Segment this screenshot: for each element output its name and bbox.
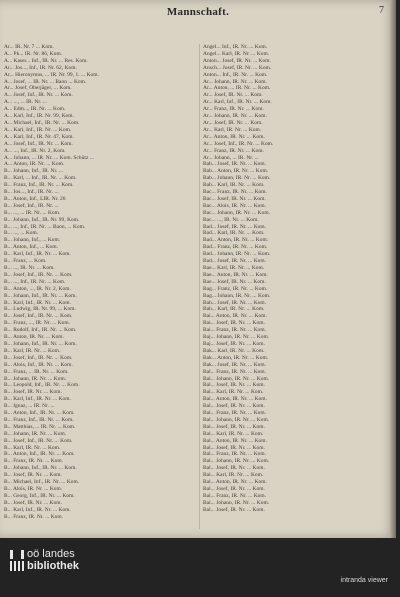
roster-entry: Bal... Josef, IR. Nr. ... Kom.	[203, 444, 265, 451]
roster-entry: Bal... Karl, IR. Nr. ... Kom.	[203, 389, 264, 396]
roster-entry: B... ..., Inf., IR. Nr. ... Baon, ... Kom.	[4, 223, 86, 230]
roster-entry: Bah... Karl, IR. Nr. ... Kom.	[203, 306, 265, 313]
roster-entry: Ar... Franz, IR. Nr. ... Kom.	[203, 147, 264, 154]
roster-entry: B... Anton, IR. Nr. ... Kom.	[4, 334, 64, 341]
roster-entry: B... ..., ... IR. Nr. ... Kom.	[4, 209, 61, 216]
roster-entry: Bae... Karl, IR. Nr. ... Kom.	[203, 265, 265, 271]
roster-entry: B... Franz, IR. Nr. ... Kom.	[4, 513, 64, 520]
roster-entry: B... Rudolf, Inf., IR. Nr. ... Kom.	[4, 327, 77, 334]
roster-entry: A... Karl, Inf., IR. Nr. ... Kom.	[4, 126, 72, 133]
roster-entry: B... Karl, Inf., IR. Nr. ... Kom.	[4, 506, 71, 513]
roster-entry: Ar... Josef, Inf., IR. Nr. ... Kom.	[203, 140, 274, 147]
roster-entry: B... ..., ... Kom.	[4, 230, 39, 237]
roster-entry: Bac... Josef, IR. Nr. ... Kom.	[203, 195, 266, 202]
roster-entry: Bak... Karl, IR. Nr. ... Kom.	[203, 347, 265, 354]
roster-entry: B... Johann, Inf., IR. Nr. 99, Kom.	[4, 216, 80, 223]
roster-entry: Ar... Johann, IR. Nr. ... Kom.	[203, 113, 267, 120]
roster-entry: B... Georg, Inf., IR. Nr. ... Kom.	[4, 492, 75, 499]
roster-entry: A... Josef, ... IR. Nr. ... Baon ... Kom.	[4, 78, 87, 85]
roster-entry: Anton... Josef, IR. Nr. ... Kom.	[203, 57, 271, 64]
roster-entry: Ar... Josef, IR. Nr. ... Kom.	[203, 119, 263, 126]
roster-entry: Bac... Alois, IR. Nr. ... Kom.	[203, 202, 267, 209]
roster-entry: Bad... Anton, IR. Nr. ... Kom.	[203, 237, 269, 244]
roster-entry: B... Josef, Inf., IR. Nr. ... Kom.	[4, 271, 73, 278]
column-divider	[199, 44, 200, 529]
roster-entry: Ar... Karl, IR. Nr. ... Kom.	[203, 126, 262, 133]
roster-entry: A... Kaser... Inf., IR. Nr. ... Res. Kom.	[4, 57, 88, 64]
roster-entry: Bal... Franz, IR. Nr. ... Kom.	[203, 451, 267, 458]
roster-entry: B... Alois, Inf., IR. Nr. ... Kom.	[4, 361, 73, 368]
roster-entry: Bad... Johann, IR. Nr. ... Kom.	[203, 251, 271, 258]
roster-entry: Bab... Josef, IR. Nr. ... Kom.	[203, 161, 267, 168]
roster-entry: Bac... Johann, IR. Nr. ... Kom.	[203, 209, 270, 216]
roster-entry: Ar... IR. Nr. 7 ... Kom.	[4, 44, 54, 50]
page-title: Mannschaft.	[166, 6, 230, 18]
roster-entry: Bah... Josef, IR. Nr. ... Kom.	[203, 299, 267, 306]
roster-entry: B... Anton, Inf., LIR. Nr. 26	[4, 195, 66, 202]
roster-entry: Ar... Franz, IR. Nr. ... Kom.	[203, 106, 264, 113]
roster-entry: B... Anton, ..., IR. Nr. 2, Kom.	[4, 285, 71, 292]
roster-entry: B... Franz, Inf., IR. Nr. ... Kom.	[4, 182, 74, 189]
logo-line-1	[10, 548, 79, 560]
roster-entry: B... Josef, Inf., IR. Nr. ...	[4, 202, 59, 209]
roster-entry: B... Franz, ... IR. Nr. ... Kom.	[4, 368, 69, 375]
roster-entry: A... Anton, IR. Nr. ... Kom.	[4, 161, 65, 168]
roster-entry: Bal... Franz, IR. Nr. ... Kom.	[203, 492, 267, 499]
roster-entry: B... Johann, Inf., IR. Nr. ... Kom.	[4, 465, 77, 472]
roster-entry: B... Anton, Inf., ... Kom.	[4, 244, 59, 251]
roster-entry: B... Alois, IR. Nr. ... Kom.	[4, 486, 63, 492]
roster-entry: Bal... Johann, IR. Nr. ... Kom.	[203, 458, 270, 465]
roster-entry: A... ..., ... IR. Nr. ...	[4, 99, 47, 106]
roster-entry: B... Karl, Inf., IR. Nr. ... Kom.	[4, 396, 71, 403]
roster-entry: Bag... Johann, IR. Nr. ... Kom.	[203, 292, 271, 299]
roster-entry: Bad... Karl, IR. Nr. ... Kom.	[203, 230, 265, 237]
roster-entry: Bab... Karl, IR. Nr. ... Kom.	[203, 182, 265, 189]
roster-entry: B... Franz, ... Kom.	[4, 258, 47, 265]
roster-entry: Bai... Josef, IR. Nr. ... Kom.	[203, 320, 265, 327]
roster-entry: Bal... Josef, IR. Nr. ... Kom.	[203, 506, 265, 513]
roster-entry: B... Karl, ... Inf., IR. Nr. ... Kom.	[4, 175, 77, 182]
roster-entry: Ar... Josef, IR. Nr. ... Kom.	[203, 92, 263, 99]
roster-entry: Bal... Franz, IR. Nr. ... Kom.	[203, 410, 267, 417]
roster-entry: Angel... Inf., IR. Nr. ... Kom.	[203, 44, 268, 50]
roster-entry: Bab... Anton, IR. Nr. ... Kom.	[203, 168, 269, 175]
roster-entry: Bal... Johann, IR. Nr. ... Kom.	[203, 375, 270, 382]
roster-entry: B... ..., IR. Nr. ... Kom.	[4, 265, 55, 271]
roster-entry: Ar... Johann, ... IR. Nr. ...	[203, 154, 259, 161]
roster-entry: Bal... Josef, IR. Nr. ... Kom.	[203, 486, 265, 492]
roster-entry: B... Johann, Inf., ... Kom.	[4, 237, 61, 244]
roster-entry: Ar... Anton, IR. Nr. ... Kom.	[203, 133, 265, 140]
page-number: 7	[379, 5, 384, 16]
roster-entry: Bae... Josef, IR. Nr. ... Kom.	[203, 278, 266, 285]
roster-entry: B... Karl, IR. Nr. ... Kom.	[4, 444, 61, 451]
roster-entry: B... Johann, IR. Nr. ... Kom.	[4, 430, 67, 437]
roster-entry: Ar... Josef, Oberjäger, ... Kom.	[4, 85, 72, 92]
library-logo[interactable]	[10, 548, 79, 572]
roster-entry: Bal... Johann, IR. Nr. ... Kom.	[203, 416, 270, 423]
roster-entry: A... Josef, Inf., IR. Nr. ... Kom.	[4, 92, 73, 99]
roster-entry: B... Leopold, Inf., IR. Nr. ... Kom.	[4, 382, 80, 389]
logo-line-2	[10, 560, 79, 572]
roster-entry: B... Michael, Inf., IR. Nr. ... Kom.	[4, 479, 80, 486]
roster-entry: A... Edm..., IR. Nr. ... Kom.	[4, 106, 66, 113]
roster-entry: B... Johann, Inf., IR. Nr. ...	[4, 168, 63, 175]
roster-entry: A... Josef, Inf., IR. Nr. ... Kom.	[4, 140, 73, 147]
page-gutter	[390, 0, 396, 538]
roster-entry: Bak... Anton, IR. Nr. ... Kom.	[203, 354, 269, 361]
roster-entry: Bal... Josef, IR. Nr. ... Kom.	[203, 465, 265, 472]
roster-entry: Ar... Hieronymus, ... IR. Nr. 99, 1. ... Kom.	[4, 71, 99, 78]
roster-entry: Bal... Josef, IR. Nr. ... Kom.	[203, 382, 265, 389]
roster-entry: B... Matthias, ... IR. Nr. ... Kom.	[4, 423, 76, 430]
roster-entry: Bab... Johann, IR. Nr. ... Kom.	[203, 175, 271, 182]
logo-text-2: bibliothek	[27, 560, 79, 572]
roster-entry: B... Johann, Inf., IR. Nr. ... Kom.	[4, 340, 77, 347]
roster-entry: Bal... Josef, IR. Nr. ... Kom.	[203, 423, 265, 430]
roster-entry: B... Franz, IR. Nr. ... Kom.	[4, 458, 64, 465]
roster-entry: B... Johann, Inf., IR. Nr. ... Kom.	[4, 292, 77, 299]
roster-entry: Bad... Josef, IR. Nr. ... Kom.	[203, 223, 267, 230]
roster-entry: Bac... ..., IR. Nr. ... Kom.	[203, 216, 259, 223]
roster-entry: B... Josef, Inf., IR. Nr. ... Kom.	[4, 354, 73, 361]
roster-entry: Bac... Franz, IR. Nr. ... Kom.	[203, 189, 267, 196]
roster-entry: B... Anton, Inf., IR. Nr. ... Kom.	[4, 451, 75, 458]
roster-entry: Bai... Franz, IR. Nr. ... Kom.	[203, 327, 267, 334]
logo-bars-icon	[10, 561, 24, 571]
roster-entry: A... Pk... IR. Nr. 86, Kom.	[4, 50, 63, 57]
roster-entry: A... Karl, Inf., IR. Nr. 99, Kom.	[4, 113, 74, 120]
roster-entry: Bal... Franz, IR. Nr. ... Kom.	[203, 368, 267, 375]
right-column	[203, 44, 385, 529]
left-column	[4, 44, 186, 529]
roster-entry: Bal... Josef, IR. Nr. ... Kom.	[203, 403, 265, 410]
roster-entry: B... Johann, IR. Nr. ... Kom.	[4, 375, 67, 382]
roster-entry: A... Johann, ... IR. Nr. ... Kom. Schütz ...	[4, 154, 94, 161]
roster-entry: B... Josef, IR. Nr. ... Kom.	[4, 389, 62, 396]
logo-mark-icon	[10, 550, 24, 559]
roster-entry: B... Franz, Inf., IR. Nr. ... Kom.	[4, 416, 74, 423]
roster-entry: Bad... Franz, IR. Nr. ... Kom.	[203, 244, 268, 251]
roster-entry: B... Karl, IR. Nr. ... Kom.	[4, 347, 61, 354]
roster-entry: Bal... Karl, IR. Nr. ... Kom.	[203, 430, 264, 437]
roster-entry: B... Anton, Inf., IR. Nr. ... Kom.	[4, 410, 75, 417]
roster-entry: Ar... Johann, IR. Nr. ... Kom.	[203, 78, 267, 85]
roster-entry: Bal... Anton, IR. Nr. ... Kom.	[203, 479, 267, 486]
roster-entry: Bae... Anton, IR. Nr. ... Kom.	[203, 271, 268, 278]
roster-entry: Bak... Josef, IR. Nr. ... Kom.	[203, 361, 267, 368]
logo-text-1: oö landes	[27, 548, 75, 560]
roster-entry: Anton... Inf., IR. Nr. ... Kom.	[203, 71, 268, 78]
roster-entry: B... Josef, Inf., IR. Nr. ... Kom.	[4, 313, 73, 320]
roster-entry: Bal... Anton, IR. Nr. ... Kom.	[203, 396, 267, 403]
roster-entry: B... Jos..., Inf., IR. Nr. ...	[4, 189, 59, 196]
roster-entry: Baj... Johann, IR. Nr. ... Kom.	[203, 334, 270, 341]
roster-entry: Angel... Karl, IR. Nr. ... Kom.	[203, 50, 270, 57]
roster-entry: A... ..., Inf., IR. Nr. 2, Kom.	[4, 147, 66, 154]
roster-entry: B... Josef, IR. Nr. ... Kom.	[4, 472, 62, 479]
roster-entry: B... Ludwig, IR. Nr. 99, ... Kom.	[4, 306, 76, 313]
roster-entry: A... Michael, Inf., IR. Nr. ... Kom.	[4, 119, 80, 126]
roster-entry: Bag... Franz, IR. Nr. ... Kom.	[203, 285, 268, 292]
roster-entry: B... ..., Inf., IR. Nr. ... Kom.	[4, 278, 66, 285]
roster-entry: Bad... Josef, IR. Nr. ... Kom.	[203, 258, 267, 265]
roster-entry: Bal... Anton, IR. Nr. ... Kom.	[203, 437, 267, 444]
roster-entry: A... Karl, Inf., IR. Nr. 47, Kom.	[4, 133, 74, 140]
viewer-brand-label: intranda viewer	[340, 577, 388, 584]
roster-entry: B... Josef, IR. Nr. ... Kom.	[4, 499, 62, 506]
roster-entry: Bal... Karl, IR. Nr. ... Kom.	[203, 472, 264, 479]
roster-entry: Ar... Karl, Inf., IR. Nr. ... Kom.	[203, 99, 272, 106]
roster-entry: Bal... Johann, IR. Nr. ... Kom.	[203, 499, 270, 506]
roster-entry: Ansch... Josef, IR. Nr. ... Kom.	[203, 64, 272, 71]
roster-entry: B... Ignaz, ... IR. Nr. ...	[4, 403, 55, 410]
roster-entry: B... Karl, Inf., IR. Nr. ... Kom.	[4, 299, 71, 306]
roster-entry: B... Josef, Inf., IR. Nr. ... Kom.	[4, 437, 73, 444]
roster-entry: Bai... Anton, IR. Nr. ... Kom.	[203, 313, 267, 320]
roster-entry: Ar... Jos..., Inf., IR. Nr. 62, Kom.	[4, 64, 77, 71]
roster-entry: Baj... Josef, IR. Nr. ... Kom.	[203, 340, 265, 347]
roster-entry: B... Franz, ..., IR. Nr. ... Kom.	[4, 320, 71, 327]
roster-entry: B... Karl, Inf., IR. Nr. ... Kom.	[4, 251, 71, 258]
roster-entry: Ar... Anton, ... IR. Nr. ... Kom.	[203, 85, 271, 92]
